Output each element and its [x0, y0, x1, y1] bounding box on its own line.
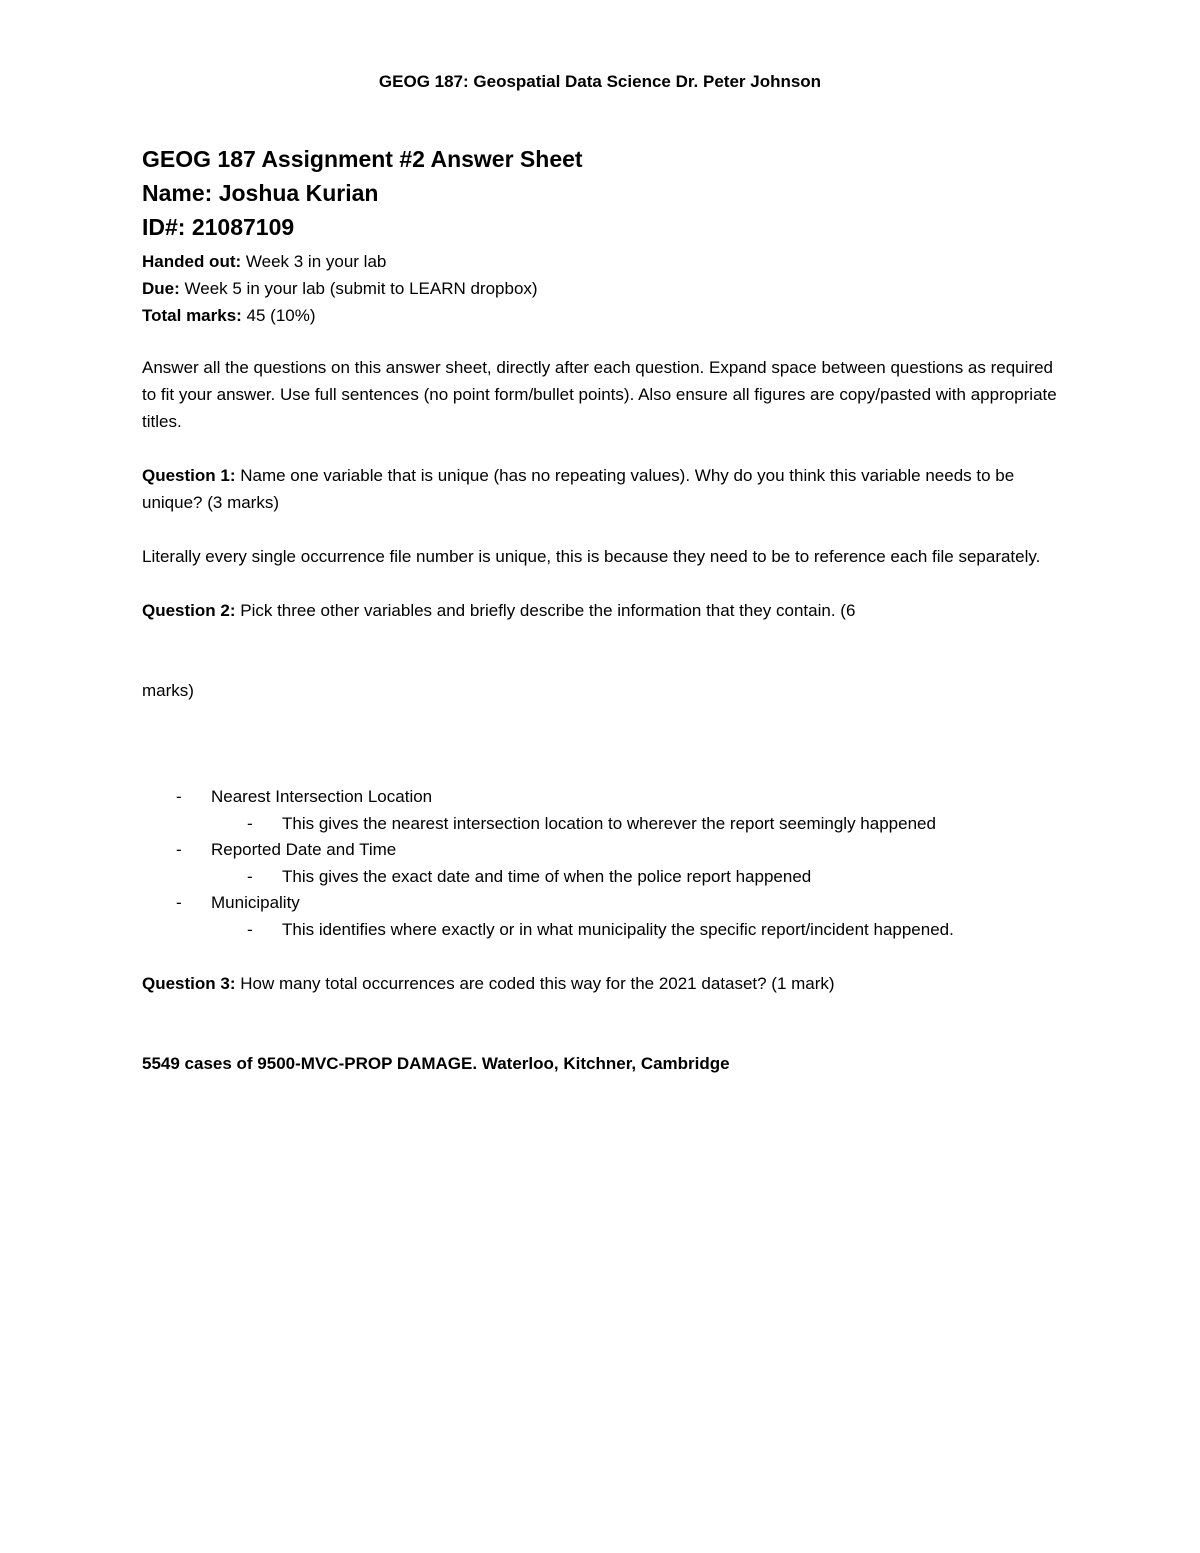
due-value: Week 5 in your lab (submit to LEARN dropbox): [179, 279, 538, 298]
handed-out-label: Handed out:: [142, 252, 242, 271]
answer-1: Literally every single occurrence file number is unique, this is because they need to be to reference each file separately.: [142, 547, 1041, 566]
bullet-dash: -: [247, 919, 253, 939]
variable-name: Reported Date and Time: [211, 840, 397, 859]
assignment-meta: [142, 248, 1062, 329]
total-marks-line: [142, 302, 1062, 329]
document-body: [142, 142, 1062, 1077]
answer-3: 5549 cases of 9500-MVC-PROP DAMAGE. Waterloo, Kitchner, Cambridge: [142, 1054, 730, 1073]
variable-name: Municipality: [211, 893, 300, 912]
list-item: [142, 890, 1062, 917]
sub-list-item: [142, 864, 1062, 891]
list-item: [142, 837, 1062, 864]
sub-list-item: [142, 917, 1062, 944]
question-2-text: Pick three other variables and briefly describe the information that they contain. (6: [235, 601, 856, 620]
variable-description: This gives the nearest intersection location to wherever the report seemingly happened: [282, 813, 936, 833]
due-line: [142, 275, 1062, 302]
bullet-dash: -: [247, 813, 253, 833]
total-marks-label: Total marks:: [142, 306, 242, 325]
variable-description: This gives the exact date and time of when the police report happened: [282, 866, 812, 886]
student-name: Name: Joshua Kurian: [142, 180, 379, 206]
handed-out-value: Week 3 in your lab: [241, 252, 387, 271]
instructions: Answer all the questions on this answer sheet, directly after each question. Expand space between questions as required to fit your answer. Use full sentences (no point form/bullet points). Also ensure all figures are copy/pasted with appropriate titles.: [142, 358, 1057, 431]
sub-list-item: [142, 811, 1062, 838]
question-3-label: Question 3:: [142, 974, 236, 993]
page-header: GEOG 187: Geospatial Data Science Dr. Peter Johnson: [378, 72, 822, 91]
question-2: [142, 597, 1062, 624]
variable-description: This identifies where exactly or in what municipality the specific report/incident happened.: [282, 919, 954, 939]
question-2-text-tail: marks): [142, 681, 194, 700]
assignment-title: GEOG 187 Assignment #2 Answer Sheet: [142, 146, 583, 172]
bullet-dash: -: [176, 893, 182, 912]
bullet-dash: -: [176, 840, 182, 859]
student-id: ID#: 21087109: [142, 214, 295, 240]
question-1-text: Name one variable that is unique (has no repeating values). Why do you think this variable needs to be unique? (3 marks): [142, 466, 1015, 512]
handed-out-line: [142, 248, 1062, 275]
bullet-dash: -: [176, 787, 182, 806]
question-3-text: How many total occurrences are coded this way for the 2021 dataset? (1 mark): [235, 974, 835, 993]
question-2-label: Question 2:: [142, 601, 236, 620]
variable-name: Nearest Intersection Location: [211, 787, 433, 806]
question-3: [142, 970, 1062, 997]
total-marks-value: 45 (10%): [241, 306, 316, 325]
list-item: [142, 784, 1062, 811]
due-label: Due:: [142, 279, 180, 298]
question-1: [142, 462, 1062, 516]
variables-list: [142, 784, 1062, 943]
question-1-label: Question 1:: [142, 466, 236, 485]
bullet-dash: -: [247, 866, 253, 886]
